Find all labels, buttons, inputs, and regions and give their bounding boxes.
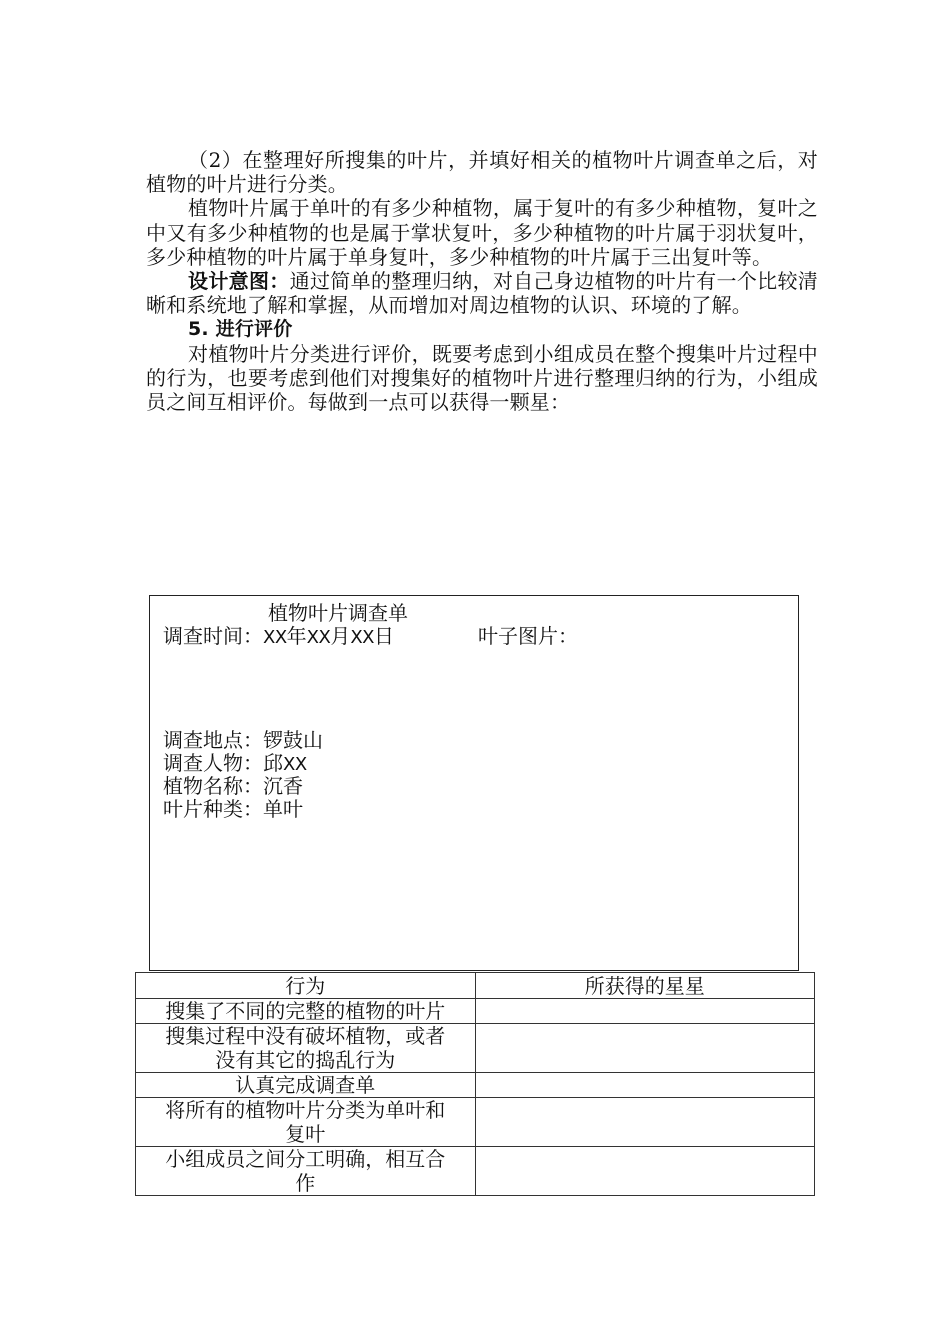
survey-photo-label: 叶子图片： xyxy=(478,624,578,648)
survey-time-xx-month: XX xyxy=(306,627,331,648)
survey-leaf-type-row xyxy=(163,798,303,821)
survey-time-day: 日 xyxy=(374,624,395,648)
survey-location-label: 调查地点： xyxy=(163,728,263,752)
stars-cell xyxy=(475,1073,814,1098)
behavior-line: 小组成员之间分工明确，相互合 xyxy=(165,1147,446,1171)
survey-person-row xyxy=(163,752,307,776)
survey-leaf-type-value: 单叶 xyxy=(263,797,303,821)
behavior-line: 作 xyxy=(295,1171,316,1195)
body-text xyxy=(146,148,818,414)
survey-time-xx-year: XX xyxy=(263,627,287,648)
survey-leaf-type-label: 叶片种类： xyxy=(163,797,263,821)
behavior-cell xyxy=(136,1024,476,1073)
stars-cell xyxy=(475,999,814,1024)
survey-person-surname: 邱 xyxy=(263,751,283,775)
stars-cell xyxy=(475,1098,814,1147)
behavior-cell xyxy=(136,1147,476,1196)
survey-time-year: 年 xyxy=(286,624,307,648)
header-behavior: 行为 xyxy=(136,973,476,999)
survey-plant-row xyxy=(163,775,303,798)
table-row xyxy=(136,1073,815,1098)
survey-person-label: 调查人物： xyxy=(163,751,263,775)
survey-time-month: 月 xyxy=(330,624,351,648)
behavior-cell xyxy=(136,1098,476,1147)
table-row xyxy=(136,1147,815,1196)
paragraph-design-intent xyxy=(146,269,818,317)
survey-person-xx: XX xyxy=(283,754,307,775)
behavior-line: 将所有的植物叶片分类为单叶和 xyxy=(165,1098,446,1122)
survey-location-value: 锣鼓山 xyxy=(263,728,323,752)
behavior-cell: 搜集了不同的完整的植物的叶片 xyxy=(136,999,476,1024)
design-intent-label: 设计意图： xyxy=(188,269,290,294)
paragraph-classify-leaves: （2）在整理好所搜集的叶片，并填好相关的植物叶片调查单之后，对植物的叶片进行分类。 xyxy=(146,148,818,197)
survey-title: 植物叶片调查单 xyxy=(268,601,408,625)
survey-time-label: 调查时间： xyxy=(163,624,263,648)
section-heading-evaluation: 5. 进行评价 xyxy=(188,318,293,341)
behavior-line: 搜集过程中没有破坏植物，或者 xyxy=(165,1024,446,1048)
behavior-line: 没有其它的捣乱行为 xyxy=(215,1048,396,1072)
paragraph-evaluation-intro: 对植物叶片分类进行评价，既要考虑到小组成员在整个搜集叶片过程中的行为，也要考虑到他们对搜集好的植物叶片进行整理归纳的行为，小组成员之间互相评价。每做到一点可以获得一颗星： xyxy=(146,341,818,415)
evaluation-table xyxy=(135,972,815,1196)
behavior-line: 复叶 xyxy=(285,1122,326,1146)
evaluation-header-row xyxy=(136,973,815,999)
stars-cell xyxy=(475,1147,814,1196)
table-row xyxy=(136,1024,815,1073)
paragraph-leaf-types: 植物叶片属于单叶的有多少种植物，属于复叶的有多少种植物，复叶之中又有多少种植物的也是属于掌状复叶，多少种植物的叶片属于羽状复叶，多少种植物的叶片属于单身复叶，多少种植物的叶片属于三出复叶等。 xyxy=(146,196,818,269)
stars-cell xyxy=(475,1024,814,1073)
behavior-cell: 认真完成调查单 xyxy=(136,1073,476,1098)
table-row xyxy=(136,999,815,1024)
survey-plant-value: 沉香 xyxy=(263,774,303,798)
design-intent-text: 通过简单的整理归纳，对自己身边植物的叶片有一个比较清晰和系统地了解和掌握，从而增加对周边植物的认识、环境的了解。 xyxy=(146,269,819,318)
survey-time-row xyxy=(163,625,394,649)
survey-time-xx-day: XX xyxy=(350,627,375,648)
survey-card xyxy=(149,595,799,971)
table-row xyxy=(136,1098,815,1147)
survey-location-row xyxy=(163,729,323,752)
survey-plant-label: 植物名称： xyxy=(163,774,263,798)
header-stars: 所获得的星星 xyxy=(475,973,814,999)
